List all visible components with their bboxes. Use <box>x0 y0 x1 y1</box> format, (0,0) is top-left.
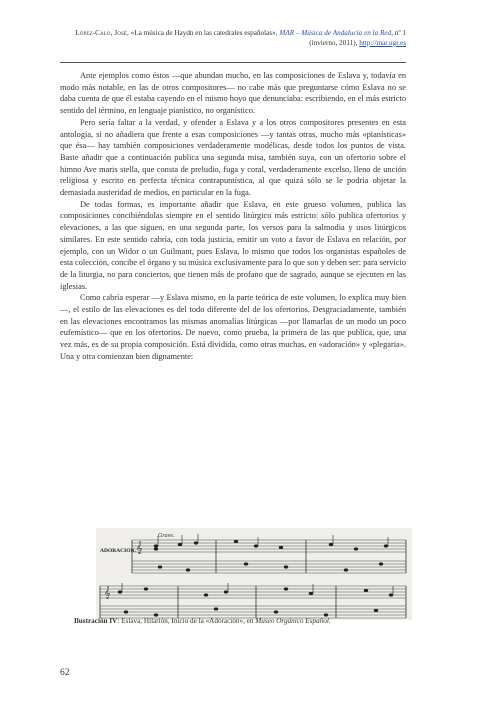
header-issue: , nº 1 (invierno, 2011), <box>309 29 406 47</box>
caption-label: Ilustración IV <box>74 617 118 625</box>
tempo-marking: Grave. <box>158 533 175 539</box>
page-number: 62 <box>60 668 70 678</box>
caption-source: Museo Orgánico Español <box>255 617 329 625</box>
caption-end: . <box>328 617 331 625</box>
figure-caption <box>74 616 414 626</box>
header-article-title: , «La música de Haydn en las catedrales españolas», <box>127 29 280 37</box>
paragraph: De todas formas, es importante añadir que Eslava, en este grueso volumen, publica las composiciones concibiéndolas siempre en el sentido litúrgico más estricto: sólo publica ofertorios y elevaciones, a las que siguen, en una segunda parte, los versos para la salmodia y usos litúrgicos similares. En este sentido cabría, con toda justicia, emitir un voto a favor de Eslava en relación, por ejemplo, con un Widor o un Guilmant, pues Eslava, lo mismo que todos los organistas españoles de esta colección, concibe el órgano y su música exclusivamente para lo que son y deben ser: para servicio de la liturgia, no para conciertos, que tienen más de profano que de sagrado, aunque se ejecuten en las iglesias. <box>60 199 406 291</box>
paragraph: Como cabría esperar —y Eslava mismo, en la parte teórica de este volumen, lo explica muy bien—, el estilo de las elevaciones es del todo diferente del de los ofertorios. Desgraciadamente, también en las elevaciones encontramos las mismas anomalías litúrgicas —por llamarlas de un modo un poco eufemístico— que en los ofertorios. De nuevo, como prueba, la primera de las que publica, que, una vez más, es de su propia composición. Está dividida, como otras muchas, en «adoración» y «plegaria». Una y otra comienzan bien dignamente: <box>60 293 406 361</box>
music-score-figure <box>96 528 412 620</box>
paragraph: Ante ejemplos como éstos —que abundan mucho, en las composiciones de Eslava y, todavía en modo más notable, en las de otros compositores— no cabe más que preguntarse cómo Eslava no se daba cuenta de que él estaba cayendo en el mismo hoyo que denunciaba: escribiendo, en el más estricto sentido del término, en lenguaje pianístico, no organístico. <box>60 71 406 116</box>
article-body <box>60 70 406 363</box>
svg-text:𝄞: 𝄞 <box>136 541 143 554</box>
header-journal[interactable]: MAR – Música de Andalucía en la Red <box>279 29 392 37</box>
svg-text:𝄞: 𝄞 <box>104 586 111 599</box>
header-url-link[interactable]: http://mar.ugr.es <box>359 39 406 47</box>
header-divider <box>60 62 406 63</box>
paragraph: Pero sería faltar a la verdad, y ofender a Eslava y a los otros compositores presentes en esta antología, si no añadiera que frente a esas composiciones —y tantas otras, mucho más «pianísticas» que ésa— hay también composiciones verdaderamente modélicas, desde todos los puntos de vista. Baste añadir que a continuación publica una segunda misa, también suya, con un ofertorio sobre el himno Ave maris stella, que consta de preludio, fuga y coral, verdaderamente excelso, lleno de unción religiosa y escrito en perfecta técnica contrapuntística, al que quizá sólo se le podría objetar la demasiada austeridad de medios, en particular en la fuga. <box>60 117 406 198</box>
section-label: ADORACION. <box>100 548 136 554</box>
music-score-image <box>96 528 412 620</box>
header-author: López-Calo, José <box>75 29 128 37</box>
caption-text: : Eslava, Hilarión, Inicio de la «Adoración», en <box>117 617 256 625</box>
running-header <box>60 28 406 48</box>
